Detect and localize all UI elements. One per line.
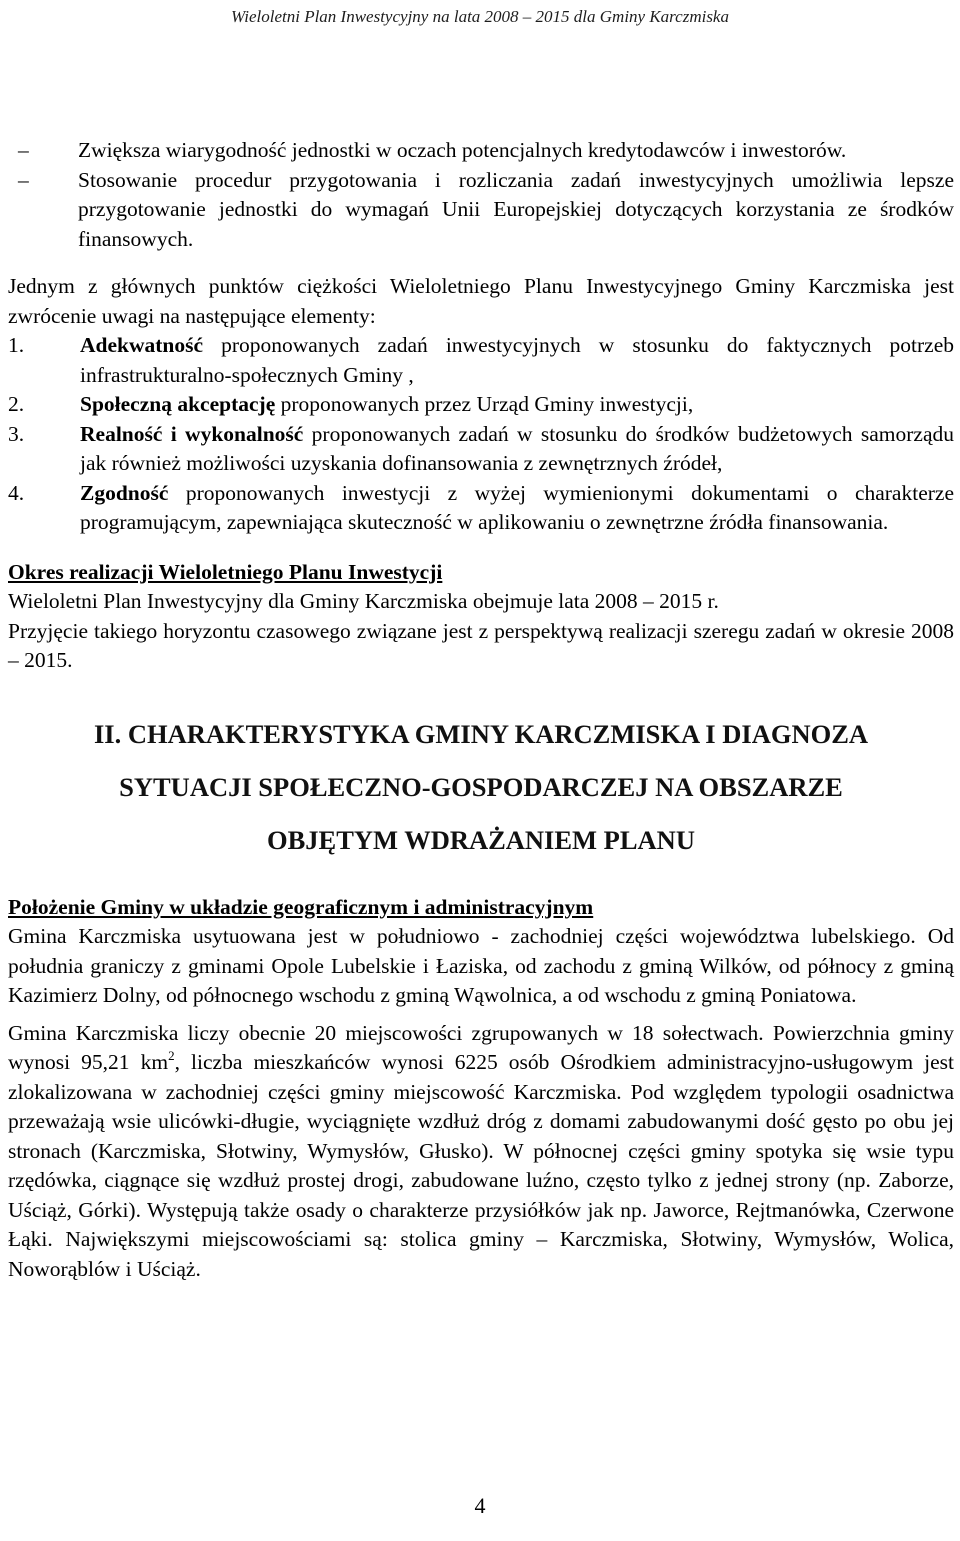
page-number: 4 <box>474 1493 486 1518</box>
intro-paragraph: Jednym z głównych punktów ciężkości Wieloletniego Planu Inwestycyjnego Gminy Karczmiska jest zwrócenie uwagi na następujące elementy: <box>8 274 954 328</box>
polozenie-paragraph-1: Gmina Karczmiska usytuowana jest w południowo - zachodniej części województwa lubelskiego. Od południa graniczy z gminami Opole Lubelskie i Łaziska, od zachodu z gminą Wilków, od północy z gminą Kazimierz Dolny, od północnego wschodu z gminą Wąwolnica, a od wschodu z gminą Poniatowa. <box>8 924 954 1007</box>
page-header <box>0 0 960 37</box>
chapter-title-line-1: II. CHARAKTERYSTYKA GMINY KARCZMISKA I DIAGNOZA <box>93 718 869 749</box>
dash-bullet-icon: – <box>18 167 29 192</box>
section-heading-okres: Okres realizacji Wieloletniego Planu Inwestycji <box>8 559 443 584</box>
chapter-title-line-3: OBJĘTYM WDRAŻANIEM PLANU <box>267 824 695 855</box>
okres-paragraph-2: Przyjęcie takiego horyzontu czasowego związane jest z perspektywą realizacji szeregu zadań w okresie 2008 – 2015. <box>8 618 954 672</box>
list-text: proponowanych inwestycji z wyżej wymienionymi dokumentami o charakterze programującym, zapewniająca skuteczność w aplikowaniu o zewnętrzne źródła finansowania. <box>80 480 954 534</box>
dash-bullet-icon: – <box>18 138 29 162</box>
list-item <box>8 390 954 420</box>
okres-paragraph-1: Wieloletni Plan Inwestycyjny dla Gminy Karczmiska obejmuje lata 2008 – 2015 r. <box>8 589 719 613</box>
superscript: 2 <box>168 1048 175 1063</box>
list-number: 1. <box>8 333 25 357</box>
list-keyword: Społeczną akceptację <box>80 392 276 416</box>
bullet-text: Stosowanie procedur przygotowania i rozliczania zadań inwestycyjnych umożliwia lepsze przygotowanie jednostki do wymagań Unii Europejskiej dotyczących korzystania ze środków finansowych. <box>78 167 954 251</box>
page-content <box>8 136 954 1284</box>
section-heading-polozenie: Położenie Gminy w układzie geograficznym i administracyjnym <box>8 894 594 919</box>
list-keyword: Adekwatność <box>80 333 204 357</box>
polozenie-paragraph-2: Gmina Karczmiska liczy obecnie 20 miejscowości zgrupowanych w 18 sołectwach. Powierzchnia gminy wynosi 95,21 $km^2$, liczba mieszkańców wynosi 6225 osób Ośrodkiem administracyjno-usługowym jest zlokalizowana w zachodniej części gminy miejscowość Karczmiska. Pod względem typologii osadnictwa przeważają wsie ulicówki-długie, wyciągnięte wzdłuż dróg z domami zabudowanymi dość gęsto po obu jej stronach (Karczmiska, Słotwiny, Wymysłów, Głusko). W północnej części gminy spotyka się wsie typu rzędówka, ciągnące się wzdłuż prostej drogi, zabudowane luźno, często tylko z jednej strony (np. Zaborze, Uściąż, Górki). Występują także osady o charakterze przysiółków jak np. Jaworce, Rejtmanówka, Czerwone Łąki. Największymi miejscowościami są: stolica gminy – Karczmiska, Słotwiny, Wymysłów, Wolica, Noworąblów i Uściąż. <box>8 1020 955 1281</box>
list-number: 3. <box>8 421 25 446</box>
list-item <box>8 331 954 390</box>
list-keyword: Realność i wykonalność <box>80 421 304 446</box>
list-text: proponowanych przez Urząd Gminy inwestycji, <box>275 392 694 416</box>
chapter-title <box>8 708 954 867</box>
header-title: Wieloletni Plan Inwestycyjny na lata 2008 – 2015 dla Gminy Karczmiska <box>231 7 729 26</box>
list-item <box>8 479 954 538</box>
bullet-item <box>8 136 954 166</box>
list-number: 4. <box>8 480 25 505</box>
list-text: proponowanych zadań w stosunku do środków budżetowych samorządu jak również możliwości uzyskania dofinansowania z zewnętrznych źródeł, <box>80 421 954 475</box>
list-item <box>8 420 954 479</box>
bullet-text: Zwiększa wiarygodność jednostki w oczach potencjalnych kredytodawców i inwestorów. <box>78 138 847 162</box>
list-keyword: Zgodność <box>80 480 169 505</box>
chapter-title-line-2: SYTUACJI SPOŁECZNO-GOSPODARCZEJ NA OBSZARZE <box>119 771 843 802</box>
bullet-item <box>8 166 954 255</box>
list-number: 2. <box>8 392 25 416</box>
list-text: proponowanych zadań inwestycyjnych w stosunku do faktycznych potrzeb infrastrukturalno-społecznych Gminy , <box>80 333 954 387</box>
